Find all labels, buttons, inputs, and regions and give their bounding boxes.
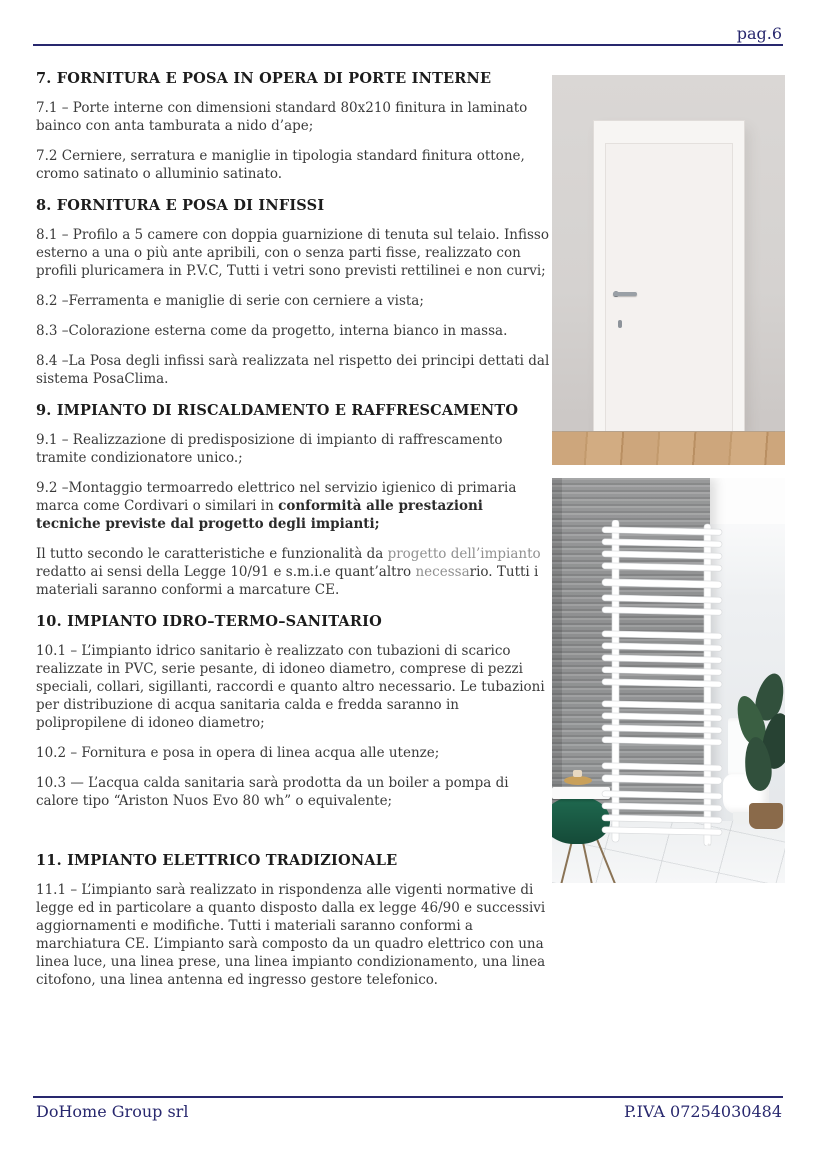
door-leaf	[605, 143, 733, 433]
paragraph-9-note: Il tutto secondo le caratteristiche e funzionalità da progetto dell’impianto redatto ai sensi della Legge 10/91 e s.m.i.e quant’altro necessario. Tutti i materiali saranno conformi a marcature CE.	[36, 546, 541, 598]
page-number: pag.6	[736, 24, 782, 43]
paragraph-8-2: 8.2 –Ferramenta e maniglie di serie con cerniere a vista;	[36, 293, 424, 309]
door-keyhole-icon	[618, 320, 622, 328]
paragraph-9-2: 9.2 –Montaggio termoarredo elettrico nel servizio igienico di primaria marca come Cordivari o similari in conformità alle prestazioni tecniche previste dal progetto degli impianti;	[36, 480, 517, 532]
section-10	[36, 613, 550, 810]
paragraph-11-1: 11.1 – L’impianto sarà realizzato in rispondenza alle vigenti normative di legge ed in particolare a quanto disposto dalla ex legge 46/90 e successivi aggiornamenti e modifiche. Tutti i materiali saranno conformi a marchiatura CE. L’impianto sarà composto da un quadro elettrico con una linea luce, una linea prese, una linea impianto condizionamento, una linea citofono, una linea antenna ed ingresso gestore telefonico.	[36, 882, 546, 988]
gray-run: progetto dell’impianto	[387, 546, 541, 562]
section-8-heading: 8. FORNITURA E POSA DI INFISSI	[36, 197, 325, 214]
candle	[573, 770, 582, 777]
door-frame	[594, 121, 744, 433]
plant	[733, 673, 785, 808]
towel-radiator-graphic	[600, 520, 726, 846]
paragraph-10-2: 10.2 – Fornitura e posa in opera di linea acqua alle utenze;	[36, 745, 440, 761]
internal-door-photo	[552, 75, 785, 465]
paragraph-8-1: 8.1 – Profilo a 5 camere con doppia guarnizione di tenuta sul telaio. Infisso esterno a una o più ante apribili, con o senza parti fisse, realizzato con profili pluricamera in P.V.C, Tutti i vetri sono previsti rettilinei e non curvi;	[36, 227, 549, 279]
paragraph-7-2: 7.2 Cerniere, serratura e maniglie in tipologia standard finitura ottone, cromo satinato o alluminio satinato.	[36, 148, 525, 182]
section-8	[36, 197, 550, 388]
paragraph-10-1: 10.1 – L’impianto idrico sanitario è realizzato con tubazioni di scarico realizzate in PVC, serie pesante, di idoneo diametro, comprese di pezzi speciali, collari, sigillanti, raccordi e quanto altro necessario. Le tubazioni per distribuzione di acqua sanitaria calda e fredda saranno in polipropilene di idoneo diametro;	[36, 643, 545, 731]
section-11-heading: 11. IMPIANTO ELETTRICO TRADIZIONALE	[36, 852, 398, 869]
ceiling	[710, 478, 785, 524]
footer-divider	[33, 1096, 783, 1098]
gray-run: necessa	[415, 564, 470, 580]
gold-tray	[564, 776, 592, 785]
section-9	[36, 402, 550, 599]
header-divider	[33, 44, 783, 46]
paragraph-8-3: 8.3 –Colorazione esterna come da progetto, interna bianco in massa.	[36, 323, 508, 339]
bold-run: conformità alle prestazioni tecniche previste dal progetto degli impianti;	[36, 498, 483, 532]
paragraph-9-1: 9.1 – Realizzazione di predisposizione di impianto di raffrescamento tramite condizionatore unico.;	[36, 432, 503, 466]
wall-shadow	[552, 478, 562, 826]
section-10-heading: 10. IMPIANTO IDRO–TERMO–SANITARIO	[36, 613, 382, 630]
section-9-heading: 9. IMPIANTO DI RISCALDAMENTO E RAFFRESCAMENTO	[36, 402, 519, 419]
towel-radiator-photo	[552, 478, 785, 883]
wood-floor	[552, 431, 785, 465]
footer-piva: P.IVA 07254030484	[623, 1102, 782, 1121]
section-7	[36, 70, 550, 183]
paragraph-7-1: 7.1 – Porte interne con dimensioni standard 80x210 finitura in laminato bainco con anta tamburata a nido d’ape;	[36, 100, 528, 134]
door-handle-icon	[613, 292, 637, 296]
footer-company: DoHome Group srl	[36, 1102, 189, 1121]
text-column	[36, 70, 550, 1001]
section-11	[36, 852, 550, 989]
paragraph-10-3: 10.3 — L’acqua calda sanitaria sarà prodotta da un boiler a pompa di calore tipo “Ariston Nuos Evo 80 wh” o equivalente;	[36, 775, 509, 809]
section-7-heading: 7. FORNITURA E POSA IN OPERA DI PORTE INTERNE	[36, 70, 492, 87]
paragraph-8-4: 8.4 –La Posa degli infissi sarà realizzata nel rispetto dei principi dettati dal sistema PosaClima.	[36, 353, 550, 387]
plant-pot	[749, 803, 783, 829]
